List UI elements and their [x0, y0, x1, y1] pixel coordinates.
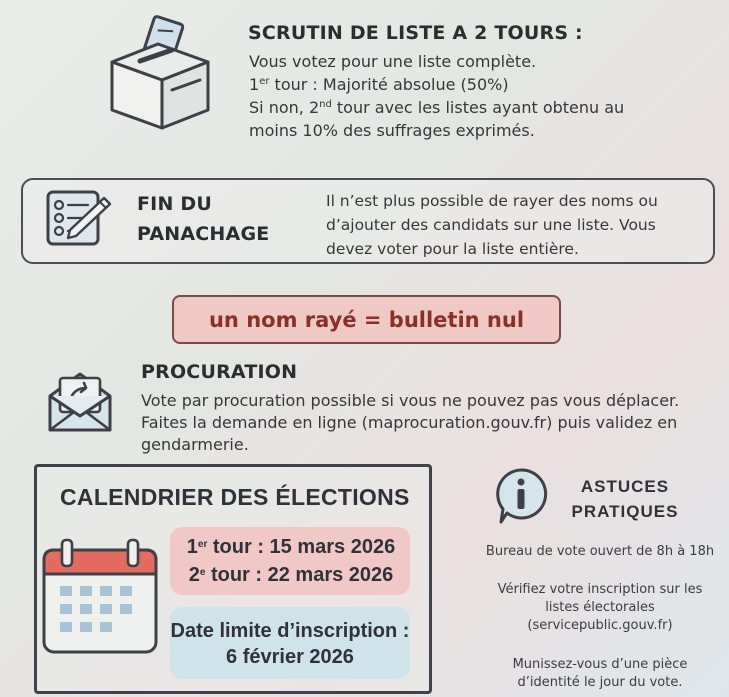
scrutin-title: SCRUTIN DE LISTE A 2 TOURS : — [248, 22, 583, 44]
panachage-title: FIN DU PANACHAGE — [137, 193, 270, 245]
procuration-line-3: gendarmerie. — [141, 435, 249, 454]
tour-1-date: 1er tour : 15 mars 2026 — [186, 536, 396, 558]
info-icon — [493, 466, 549, 526]
panachage-text: Il n’est plus possible de rayer des noms ou d’ajouter des candidats sur une liste. Vous devez voter pour la liste entière. — [326, 192, 658, 258]
scrutin-line-4: moins 10% des suffrages exprimés. — [249, 121, 535, 140]
scrutin-line-1: Vous votez pour une liste complète. — [249, 52, 537, 71]
tip-opening-hours: Bureau de vote ouvert de 8h à 18h — [485, 544, 715, 559]
tour-2-date: 2e tour : 22 mars 2026 — [188, 564, 394, 586]
calendar-title: CALENDRIER DES ÉLECTIONS — [60, 484, 410, 510]
scrutin-line-3: Si non, 2nd tour avec les listes ayant obtenu au — [249, 98, 625, 117]
deadline-label: Date limite d’inscription : — [170, 620, 410, 642]
checklist-icon — [44, 186, 116, 252]
envelope-icon — [44, 366, 116, 436]
tip-identity: Munissez-vous d’une pièce d’identité le jour du vote. — [512, 657, 688, 690]
calendar-icon — [40, 536, 160, 656]
procuration-line-2: Faites la demande en ligne (maprocuration.gouv.fr) puis validez en — [141, 413, 678, 432]
astuces-title: ASTUCES PRATIQUES — [571, 477, 679, 521]
warning-banner — [172, 295, 561, 344]
procuration-title: PROCURATION — [141, 361, 298, 383]
scrutin-line-2: 1er tour : Majorité absolue (50%) — [249, 75, 509, 94]
tip-registration: Vérifiez votre inscription sur les listes électorales (servicepublic.gouv.fr) — [497, 582, 703, 633]
deadline-date: 6 février 2026 — [226, 646, 354, 668]
warning-text: un nom rayé = bulletin nul — [208, 307, 525, 332]
procuration-line-1: Vote par procuration possible si vous ne pouvez pas vous déplacer. — [141, 391, 680, 410]
ballot-box-icon — [100, 14, 220, 134]
